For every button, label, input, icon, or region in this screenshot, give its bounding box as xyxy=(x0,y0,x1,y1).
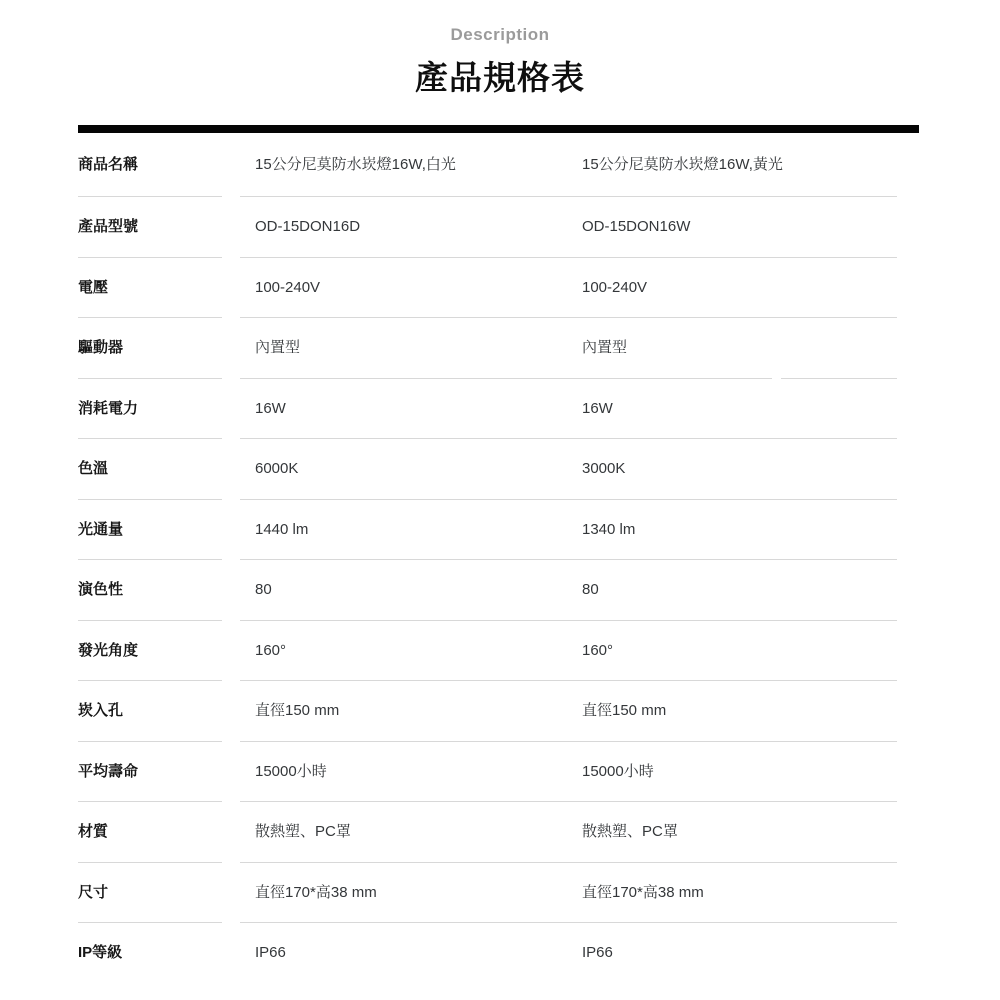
spec-row xyxy=(78,621,897,682)
spec-value-right: 15000小時 xyxy=(582,762,654,780)
spec-row xyxy=(78,258,897,319)
spec-label: 電壓 xyxy=(78,278,109,296)
spec-row xyxy=(78,439,897,500)
spec-value-right: 15公分尼莫防水崁燈16W,黃光 xyxy=(582,156,783,173)
spec-value-left: 散熱塑、PC罩 xyxy=(255,823,351,841)
spec-value-left: OD-15DON16D xyxy=(255,218,361,236)
spec-row xyxy=(78,500,897,561)
spec-row xyxy=(78,923,897,984)
spec-label: 材質 xyxy=(78,823,109,841)
spec-value-left: 15000小時 xyxy=(255,762,327,780)
spec-row xyxy=(78,742,897,803)
spec-label: 發光角度 xyxy=(78,641,139,659)
page-title: 產品規格表 xyxy=(415,59,585,96)
spec-value-right: 100-240V xyxy=(582,278,648,296)
spec-label: 平均壽命 xyxy=(78,762,139,780)
spec-row xyxy=(78,379,897,440)
spec-value-left: 160° xyxy=(255,641,287,659)
spec-row xyxy=(78,802,897,863)
section-eyebrow: Description xyxy=(450,25,550,44)
spec-label: 色溫 xyxy=(78,460,109,478)
spec-value-left: 15公分尼莫防水崁燈16W,白光 xyxy=(255,156,456,173)
spec-value-left: 16W xyxy=(255,399,286,417)
spec-value-right: 直徑170*高38 mm xyxy=(582,883,704,901)
spec-value-right: 16W xyxy=(582,399,613,417)
spec-value-right: OD-15DON16W xyxy=(582,218,691,236)
spec-label: 商品名稱 xyxy=(78,156,139,173)
spec-row xyxy=(78,863,897,924)
spec-row xyxy=(78,197,897,258)
spec-label: IP等級 xyxy=(78,944,123,962)
spec-value-left: 1440 lm xyxy=(255,520,309,538)
spec-value-left: IP66 xyxy=(255,944,286,962)
spec-value-right: IP66 xyxy=(582,944,613,962)
spec-row xyxy=(78,560,897,621)
spec-value-right: 直徑150 mm xyxy=(582,702,667,720)
spec-value-right: 散熱塑、PC罩 xyxy=(582,823,678,841)
spec-value-left: 內置型 xyxy=(255,339,301,357)
spec-value-left: 100-240V xyxy=(255,278,321,296)
spec-table xyxy=(78,133,897,984)
spec-value-right: 80 xyxy=(582,581,599,599)
spec-value-left: 直徑150 mm xyxy=(255,702,340,720)
spec-label: 產品型號 xyxy=(78,218,139,236)
spec-value-left: 6000K xyxy=(255,460,299,478)
spec-row xyxy=(78,133,897,197)
spec-value-right: 160° xyxy=(582,641,614,659)
spec-label: 尺寸 xyxy=(78,883,109,901)
spec-row xyxy=(78,318,897,379)
spec-label: 驅動器 xyxy=(78,339,124,357)
spec-value-left: 直徑170*高38 mm xyxy=(255,883,377,901)
spec-label: 消耗電力 xyxy=(78,399,139,417)
spec-value-left: 80 xyxy=(255,581,272,599)
spec-value-right: 內置型 xyxy=(582,339,628,357)
spec-value-right: 1340 lm xyxy=(582,520,636,538)
spec-label: 光通量 xyxy=(78,520,124,538)
spec-label: 崁入孔 xyxy=(78,702,124,720)
spec-label: 演色性 xyxy=(78,581,124,599)
spec-value-right: 3000K xyxy=(582,460,626,478)
spec-row xyxy=(78,681,897,742)
table-top-rule xyxy=(78,125,919,133)
